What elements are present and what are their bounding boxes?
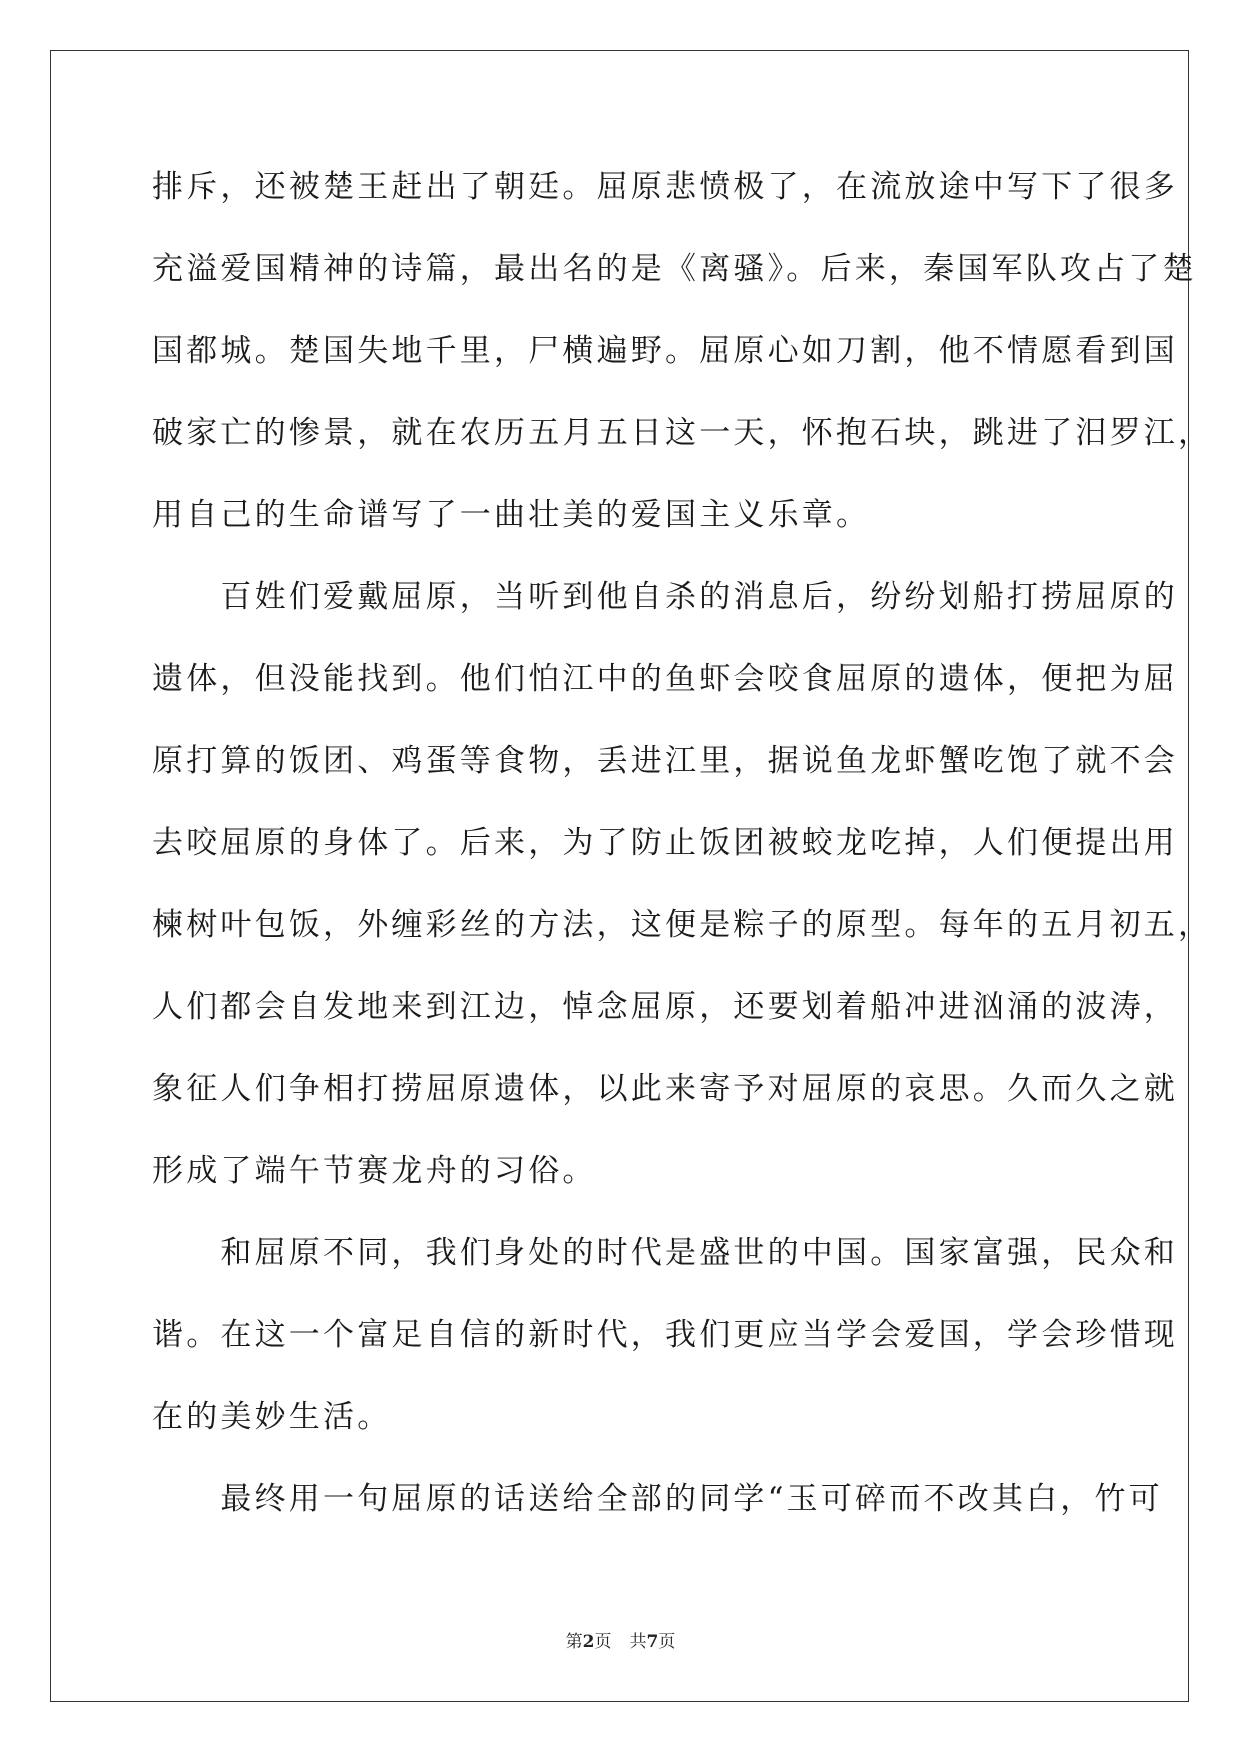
text-line: 充溢爱国精神的诗篇，最出名的是《离骚》。后来，秦国军队攻占了楚 <box>152 251 1197 287</box>
text-line: 去咬屈原的身体了。后来，为了防止饭团被蛟龙吃掉，人们便提出用 <box>152 825 1178 861</box>
page-suffix: 页 <box>594 1632 612 1652</box>
text-line: 形成了端午节赛龙舟的习俗。 <box>152 1153 597 1189</box>
text-line: 人们都会自发地来到江边，悼念屈原，还要划着船冲进汹涌的波涛， <box>152 989 1178 1025</box>
text-line: 和屈原不同，我们身处的时代是盛世的中国。国家富强，民众和 <box>152 1235 1178 1271</box>
text-line: 原打算的饭团、鸡蛋等食物，丢进江里，据说鱼龙虾蟹吃饱了就不会 <box>152 743 1178 779</box>
page-footer <box>0 1627 1241 1652</box>
text-line: 用自己的生命谱写了一曲壮美的爱国主义乐章。 <box>152 497 871 533</box>
text-line: 破家亡的惨景，就在农历五月五日这一天，怀抱石块，跳进了汨罗江， <box>152 415 1213 451</box>
text-line: 谐。在这一个富足自信的新时代，我们更应当学会爱国，学会珍惜现 <box>152 1317 1178 1353</box>
text-line: 排斥，还被楚王赶出了朝廷。屈原悲愤极了，在流放途中写下了很多 <box>152 169 1178 205</box>
text-line: 遗体，但没能找到。他们怕江中的鱼虾会咬食屈原的遗体，便把为屈 <box>152 661 1178 697</box>
total-suffix: 页 <box>658 1632 676 1652</box>
text-line: 在的美妙生活。 <box>152 1399 392 1435</box>
page-prefix: 第 <box>565 1632 583 1652</box>
text-line: 国都城。楚国失地千里，尸横遍野。屈原心如刀割，他不情愿看到国 <box>152 333 1178 369</box>
text-line: 楝树叶包饭，外缠彩丝的方法，这便是粽子的原型。每年的五月初五， <box>152 907 1213 943</box>
text-line: 最终用一句屈原的话送给全部的同学“玉可碎而不改其白，竹可 <box>152 1481 1163 1517</box>
page-total: 7 <box>646 1632 659 1652</box>
text-line: 百姓们爱戴屈原，当听到他自杀的消息后，纷纷划船打捞屈原的 <box>152 579 1178 615</box>
page-number: 2 <box>582 1632 595 1652</box>
document-body <box>152 162 1213 1556</box>
text-line: 象征人们争相打捞屈原遗体，以此来寄予对屈原的哀思。久而久之就 <box>152 1071 1178 1107</box>
total-prefix: 共 <box>629 1632 647 1652</box>
